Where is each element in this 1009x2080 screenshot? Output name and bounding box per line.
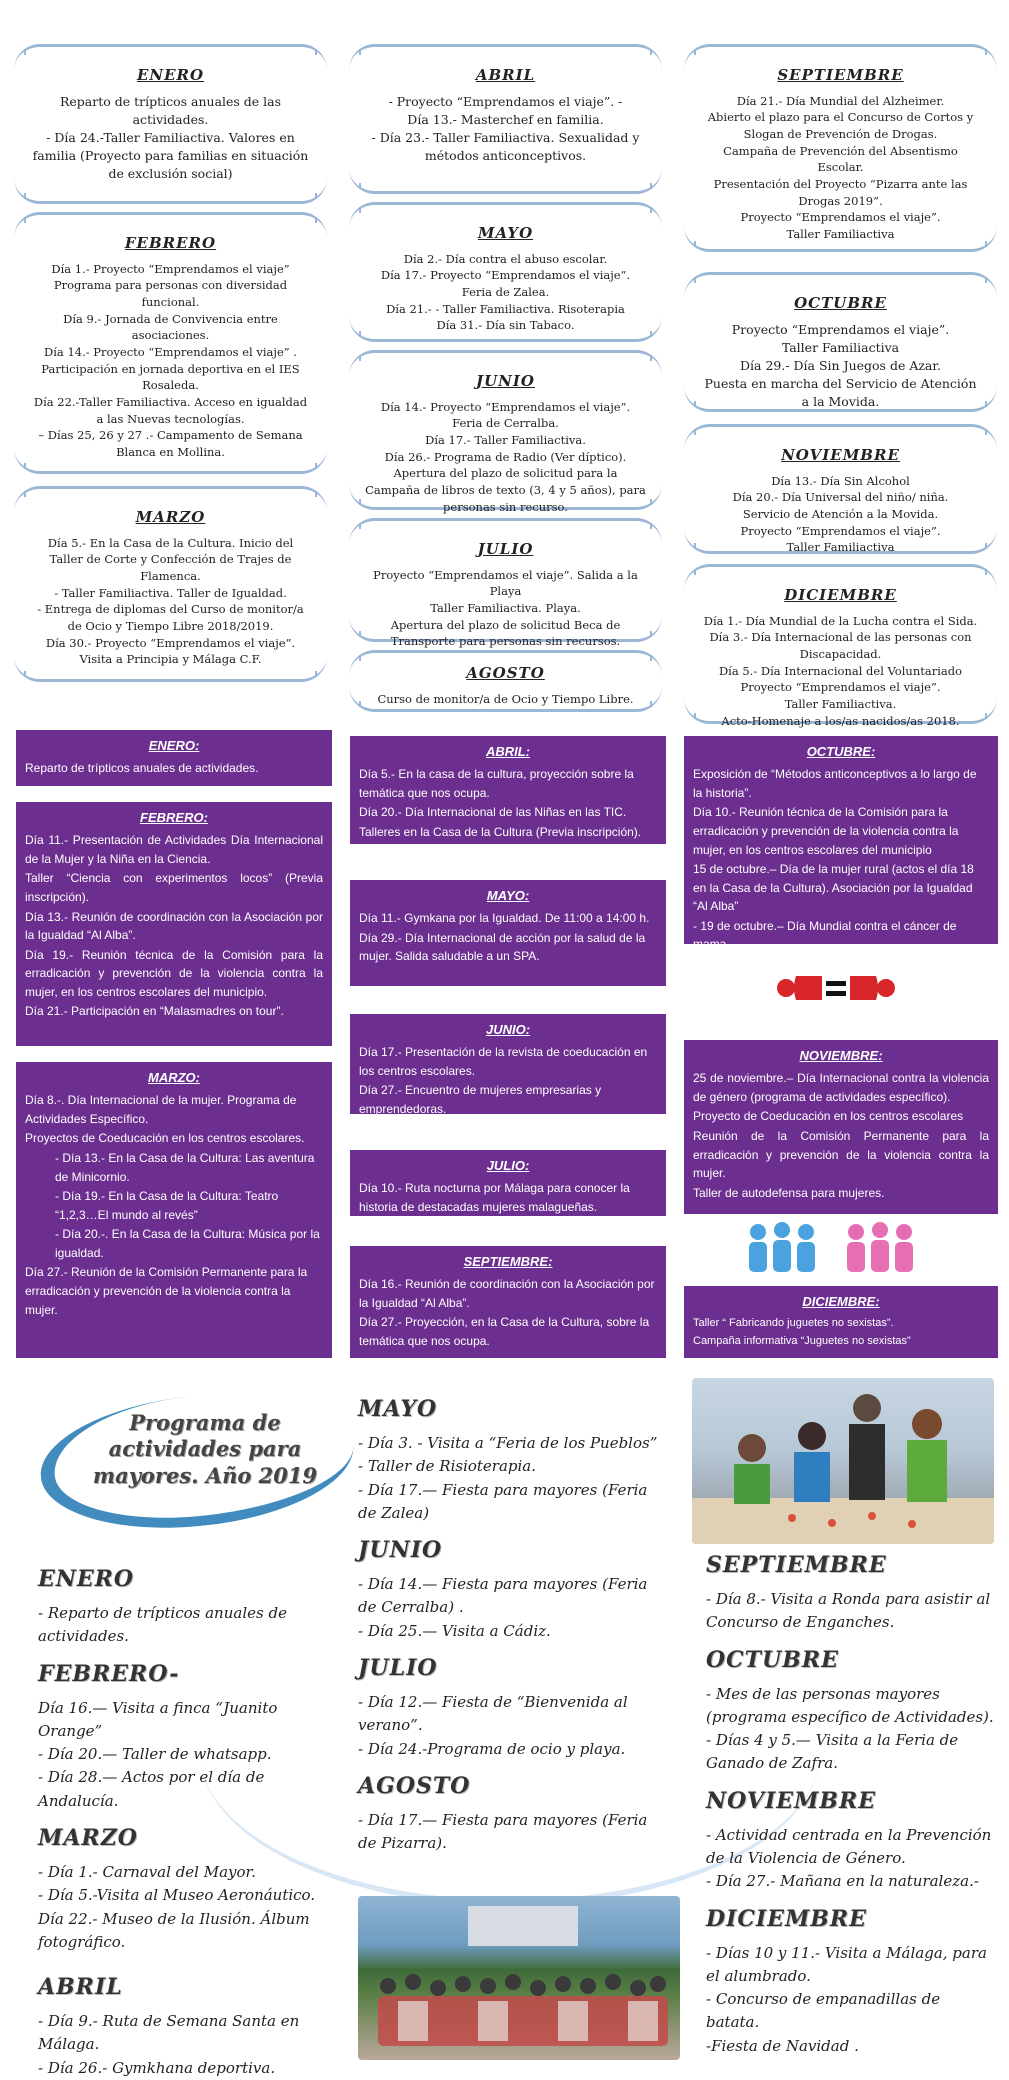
entry-line: - Día 24.-Taller Familiactiva. Valores en familia (Proyecto para familias en situación de exclusión social) bbox=[32, 130, 309, 182]
month-heading: SEPTIEMBRE: bbox=[463, 1254, 553, 1269]
entry-line: Día 30.- Proyecto “Emprendamos el viaje”. Visita a Principia y Málaga C.F. bbox=[45, 635, 296, 667]
entry-line: Día 21.- - Taller Familiactiva. Risoterapia bbox=[386, 301, 625, 316]
entry-line: Taller Familiactiva. bbox=[784, 697, 897, 712]
entry-line: - Día 17.— Fiesta para mayores (Feria de Pizarra). bbox=[358, 1810, 648, 1853]
entry-line: - Taller Familiactiva. Taller de Igualdad. bbox=[54, 585, 287, 600]
entry-line: - Día 25.— Visita a Cádiz. bbox=[358, 1621, 551, 1640]
panel-febrero bbox=[16, 802, 332, 1046]
entry-line: Taller Familiactiva bbox=[786, 540, 895, 555]
entry-line: - Concurso de empanadillas de batata. bbox=[706, 1990, 941, 2032]
entry-line: Programa para personas con diversidad funcional. bbox=[53, 278, 288, 310]
entry-line: Apertura del plazo de solicitud Beca de Transporte para personas sin recursos. bbox=[390, 617, 621, 649]
entry-line: Reparto de trípticos anuales de actividades. bbox=[25, 761, 259, 776]
entry-line: Día 14.- Proyecto “Emprendamos el viaje” . Participación en jornada deportiva en el IES Rosaleda. bbox=[41, 345, 300, 393]
entry-line: Día 20.- Día Universal del niño/ niña. bbox=[732, 490, 949, 505]
entry-line: Taller Familiactiva. Playa. bbox=[430, 601, 581, 616]
entry-line: Proyecto “Emprendamos el viaje”. Salida a la Playa bbox=[373, 567, 638, 599]
entry-line: Taller Familiactiva bbox=[781, 339, 900, 355]
entry-line: Acto-Homenaje a los/as nacidos/as 2018. bbox=[721, 713, 960, 728]
crowd-illustration bbox=[358, 1896, 680, 2060]
entry-line: 25 de noviembre.– Día Internacional contra la violencia de género (programa de actividades específico). bbox=[693, 1071, 989, 1104]
entry-line: Día 27.- Reunión de la Comisión Permanente para la erradicación y prevención de la violencia contra la mujer. bbox=[25, 1265, 308, 1317]
entry-line: Proyecto “Emprendamos el viaje”. bbox=[740, 680, 941, 695]
group-photo bbox=[358, 1896, 680, 2060]
entry-line: Día 10.- Reunión técnica de la Comisión para la erradicación y prevención de la violencia contra la mujer, en los centros escolares del municipio bbox=[693, 805, 959, 857]
entry-line: Puesta en marcha del Servicio de Atención a la Movida. bbox=[704, 376, 977, 410]
month-heading: ENERO: bbox=[148, 738, 200, 753]
entry-line: Día 5.- En la Casa de la Cultura. Inicio del Taller de Corte y Confección de Trajes de Flamenca. bbox=[47, 535, 294, 584]
entry-line: Campaña de Prevención del Absentismo Escolar. bbox=[723, 143, 958, 175]
scroll-julio bbox=[349, 518, 662, 649]
entry-line: Día 19.- Reunión técnica de la Comisión para la erradicación y prevención de la violencia contra la mujer, en los centros escolares del municipio. bbox=[25, 947, 323, 999]
scroll-agosto bbox=[349, 650, 662, 712]
month-heading: JUNIO: bbox=[485, 1022, 531, 1037]
entry-line: - Actividad centrada en la Prevención de la Violencia de Género. bbox=[706, 1825, 992, 1868]
month-heading: FEBRERO: bbox=[140, 810, 208, 825]
entry-line: Día 14.- Proyecto “Emprendamos el viaje”. Feria de Cerralba. bbox=[380, 399, 631, 431]
month-heading: MAYO bbox=[358, 1396, 438, 1422]
month-heading: MARZO bbox=[38, 1824, 138, 1851]
entry-line: Día 13.- Masterchef en familia. bbox=[407, 111, 604, 127]
entry-line: Servicio de Atención a la Movida. bbox=[742, 507, 939, 522]
scroll-enero bbox=[14, 44, 327, 204]
entry-line: Reparto de trípticos anuales de las actividades. bbox=[59, 93, 282, 127]
scroll-marzo bbox=[14, 486, 327, 682]
month-heading: ABRIL bbox=[475, 66, 536, 84]
panel-julio bbox=[350, 1150, 666, 1216]
entry-line: Día 11.- Presentación de Actividades Día Internacional de la Mujer y la Niña en la Ciencia. bbox=[25, 833, 323, 866]
entry-line: - Día 27.- Mañana en la naturaleza.- bbox=[706, 1872, 979, 1891]
scroll-septiembre bbox=[684, 44, 997, 252]
entry-line: - Día 19.- En la Casa de la Cultura: Teatro “1,2,3…El mundo al revés” bbox=[55, 1189, 279, 1222]
month-heading: DICIEMBRE: bbox=[802, 1294, 880, 1309]
seniors-col3 bbox=[706, 1540, 998, 2058]
entry-line: - Taller de Risioterapia. bbox=[358, 1457, 537, 1476]
entry-line: - Mes de las personas mayores (programa específico de Actividades). bbox=[706, 1684, 994, 1726]
entry-line: 15 de octubre.– Día de la mujer rural (actos el día 18 en la Casa de la Cultura). Asociación por la Igualdad “Al Alba” bbox=[693, 862, 974, 914]
entry-line: Día 22.-Taller Familiactiva. Acceso en igualdad a las Nuevas tecnologías. bbox=[33, 395, 308, 426]
seniors-col1 bbox=[38, 1554, 338, 2080]
panel-junio bbox=[350, 1014, 666, 1114]
month-heading: DICIEMBRE bbox=[706, 1905, 867, 1932]
month-heading: OCTUBRE bbox=[794, 294, 887, 312]
entry-line: Día 11.- Gymkana por la Igualdad. De 11:00 a 14:00 h. bbox=[359, 911, 650, 926]
entry-line: - Día 3. - Visita a “Feria de los Pueblos” bbox=[358, 1434, 658, 1453]
month-heading: FEBRERO- bbox=[38, 1660, 180, 1687]
entry-line: - 19 de octubre.– Día Mundial contra el cáncer de mama. bbox=[693, 918, 957, 952]
entry-line: Día 27.- Encuentro de mujeres empresarias y emprendedoras. bbox=[359, 1083, 602, 1116]
workshop-illustration bbox=[692, 1378, 994, 1544]
panel-mayo bbox=[350, 880, 666, 986]
entry-line: - Días 4 y 5.— Visita a la Feria de Ganado de Zafra. bbox=[706, 1731, 959, 1773]
month-heading: AGOSTO bbox=[466, 664, 545, 682]
equality-pictogram-icon bbox=[766, 966, 906, 1010]
entry-line: Talleres en la Casa de la Cultura (Previa inscripción). bbox=[359, 824, 642, 839]
entry-line: Día 31.- Día sin Tabaco. bbox=[436, 318, 575, 333]
entry-line: - Día 9.- Ruta de Semana Santa en Málaga. bbox=[38, 2012, 300, 2054]
month-heading: AGOSTO bbox=[358, 1772, 471, 1799]
entry-line: Reunión de la Comisión Permanente para la erradicación y prevención de la violencia contra la mujer. bbox=[693, 1128, 989, 1181]
entry-line: - Día 14.— Fiesta para mayores (Feria de Cerralba) . bbox=[358, 1575, 648, 1617]
month-heading: NOVIEMBRE bbox=[706, 1787, 877, 1814]
month-heading: JUNIO bbox=[476, 372, 535, 390]
workshop-photo bbox=[692, 1378, 994, 1544]
entry-line: Taller Familiactiva bbox=[786, 227, 895, 242]
entry-line: Día 16.- Reunión de coordinación con la Asociación por la Igualdad “Al Alba”. bbox=[359, 1277, 655, 1310]
entry-line: - Día 1.- Carnaval del Mayor. bbox=[38, 1863, 256, 1882]
entry-line: Día 13.- Día Sin Alcohol bbox=[771, 473, 910, 488]
scroll-junio bbox=[349, 350, 662, 514]
entry-line: - Días 10 y 11.- Visita a Málaga, para el alumbrado. bbox=[706, 1943, 987, 1985]
panel-abril bbox=[350, 736, 666, 844]
panel-noviembre bbox=[684, 1040, 998, 1214]
panel-octubre bbox=[684, 736, 998, 952]
entry-line: Día 9.- Jornada de Convivencia entre asociaciones. bbox=[63, 311, 278, 343]
scroll-mayo bbox=[349, 202, 662, 342]
entry-line: Día 21.- Participación en “Malasmadres on tour”. bbox=[25, 1004, 284, 1019]
entry-line: Presentación del Proyecto “Pizarra ante las Drogas 2019”. bbox=[713, 177, 968, 208]
entry-line: Día 5.- En la casa de la cultura, proyección sobre la temática que nos ocupa. bbox=[359, 767, 634, 800]
entry-line: - Día 12.— Fiesta de “Bienvenida al verano”. bbox=[358, 1693, 628, 1735]
scroll-abril bbox=[349, 44, 662, 194]
month-heading: OCTUBRE bbox=[706, 1646, 839, 1673]
entry-line: - Proyecto “Emprendamos el viaje”. - bbox=[388, 93, 623, 109]
entry-line: Día 17.- Presentación de la revista de coeducación en los centros escolares. bbox=[359, 1045, 648, 1078]
entry-line: Proyecto “Emprendamos el viaje”. bbox=[740, 210, 941, 225]
entry-line: Proyectos de Coeducación en los centros escolares. bbox=[25, 1131, 305, 1146]
entry-line: - Día 20.-. En la Casa de la Cultura: Música por la igualdad. bbox=[55, 1227, 320, 1260]
month-heading: JULIO bbox=[358, 1654, 438, 1681]
entry-line: Día 17.- Taller Familiactiva. bbox=[425, 433, 586, 448]
entry-line: Proyecto “Emprendamos el viaje”. bbox=[740, 523, 941, 538]
entry-line: Taller de autodefensa para mujeres. bbox=[693, 1185, 885, 1200]
entry-line: - Día 26.- Gymkhana deportiva. bbox=[38, 2058, 276, 2077]
seniors-col2 bbox=[358, 1384, 658, 1855]
month-heading: MARZO bbox=[135, 508, 206, 526]
panel-enero bbox=[16, 730, 332, 786]
scroll-diciembre bbox=[684, 564, 997, 728]
month-heading: ENERO bbox=[136, 66, 205, 84]
entry-line: - Día 28.— Actos por el día de Andalucía. bbox=[38, 1768, 265, 1810]
scroll-febrero bbox=[14, 212, 327, 474]
entry-line: - Día 13.- En la Casa de la Cultura: Las aventura de Minicornio. bbox=[55, 1150, 315, 1184]
entry-line: Proyecto “Emprendamos el viaje”. bbox=[731, 321, 950, 337]
entry-line: Campaña informativa “Juguetes no sexistas” bbox=[693, 1335, 911, 1348]
scroll-octubre bbox=[684, 272, 997, 412]
panel-diciembre bbox=[684, 1286, 998, 1358]
month-heading: ABRIL: bbox=[485, 744, 531, 759]
entry-line: - Entrega de diplomas del Curso de monitor/a de Ocio y Tiempo Libre 2018/2019. bbox=[37, 602, 304, 634]
entry-line: - Día 20.— Taller de whatsapp. bbox=[38, 1745, 272, 1764]
entry-line: Día 16.— Visita a finca “Juanito Orange” bbox=[38, 1698, 278, 1740]
month-heading: SEPTIEMBRE bbox=[706, 1552, 887, 1578]
panel-septiembre bbox=[350, 1246, 666, 1358]
month-heading: DICIEMBRE bbox=[784, 586, 897, 604]
entry-line: Día 29.- Día Internacional de acción por la salud de la mujer. Salida saludable a un SPA. bbox=[359, 930, 646, 964]
scroll-noviembre bbox=[684, 424, 997, 554]
entry-line: - Reparto de trípticos anuales de actividades. bbox=[38, 1604, 287, 1646]
entry-line: Día 1.- Día Mundial de la Lucha contra el Sida. bbox=[703, 613, 978, 628]
entry-line: Día 29.- Día Sin Juegos de Azar. bbox=[740, 358, 941, 373]
entry-line: – Días 25, 26 y 27 .- Campamento de Semana Blanca en Mollina. bbox=[38, 428, 303, 460]
entry-line: Día 1.- Proyecto “Emprendamos el viaje” bbox=[51, 261, 290, 276]
entry-line: Día 5.- Día Internacional del Voluntariado bbox=[718, 663, 963, 678]
entry-line: Curso de monitor/a de Ocio y Tiempo Libre. bbox=[377, 691, 634, 706]
panel-marzo bbox=[16, 1062, 332, 1358]
entry-line: - Día 8.- Visita a Ronda para asistir al Concurso de Enganches. bbox=[706, 1590, 991, 1632]
entry-line: Día 2.- Día contra el abuso escolar. bbox=[403, 251, 608, 266]
month-heading: JUNIO bbox=[358, 1537, 443, 1564]
entry-line: Apertura del plazo de solicitud para la Campaña de libros de texto (3, 4 y 5 años), para personas sin recurso. bbox=[365, 466, 646, 514]
people-group-icon bbox=[740, 1218, 930, 1276]
entry-line: Día 20.- Día Internacional de las Niñas en las TIC. bbox=[359, 805, 627, 820]
month-heading: MAYO: bbox=[486, 888, 530, 903]
entry-line: - Día 24.-Programa de ocio y playa. bbox=[358, 1739, 626, 1758]
month-heading: ABRIL bbox=[38, 1974, 123, 2001]
month-heading: NOVIEMBRE: bbox=[799, 1048, 883, 1063]
entry-line: Día 22.- Museo de la Ilusión. Álbum fotográfico. bbox=[38, 1909, 310, 1951]
month-heading: MARZO: bbox=[148, 1070, 200, 1085]
month-heading: NOVIEMBRE bbox=[781, 446, 900, 464]
month-heading: SEPTIEMBRE bbox=[777, 66, 904, 84]
entry-line: Día 8.-. Día Internacional de la mujer. Programa de Actividades Específico. bbox=[25, 1093, 297, 1126]
entry-line: Día 27.- Proyección, en la Casa de la Cultura, sobre la temática que nos ocupa. bbox=[359, 1315, 650, 1348]
month-heading: JULIO bbox=[477, 540, 534, 558]
entry-line: Día 26.- Programa de Radio (Ver díptico). bbox=[384, 449, 627, 464]
entry-line: Día 10.- Ruta nocturna por Málaga para conocer la historia de destacadas mujeres malagueñas. bbox=[359, 1181, 630, 1214]
month-heading: JULIO: bbox=[486, 1158, 530, 1173]
entry-line: Día 13.- Reunión de coordinación con la Asociación por la Igualdad “Al Alba”. bbox=[25, 909, 323, 943]
entry-line: Exposición de “Métodos anticonceptivos a lo largo de la historia”. bbox=[693, 767, 977, 800]
month-heading: ENERO bbox=[38, 1566, 135, 1592]
month-heading: OCTUBRE: bbox=[806, 744, 876, 759]
entry-line: Taller “ Fabricando juguetes no sexistas”. bbox=[693, 1317, 894, 1330]
entry-line: Abierto el plazo para el Concurso de Cortos y Slogan de Prevención de Drogas. bbox=[707, 110, 974, 142]
seniors-title: Programa de actividades para mayores. Año 2019 bbox=[92, 1410, 318, 1488]
month-heading: MAYO bbox=[477, 224, 534, 242]
entry-line: Taller “Ciencia con experimentos locos” (Previa inscripción). bbox=[25, 871, 323, 904]
entry-line: -Fiesta de Navidad . bbox=[706, 2036, 859, 2055]
month-heading: FEBRERO bbox=[124, 234, 217, 252]
entry-line: Proyecto de Coeducación en los centros escolares bbox=[693, 1109, 964, 1124]
entry-line: - Día 5.-Visita al Museo Aeronáutico. bbox=[38, 1886, 316, 1905]
entry-line: Día 21.- Día Mundial del Alzheimer. bbox=[736, 93, 945, 108]
entry-line: Día 3.- Día Internacional de las personas con Discapacidad. bbox=[709, 630, 972, 662]
entry-line: - Día 17.— Fiesta para mayores (Feria de Zalea) bbox=[358, 1480, 648, 1522]
entry-line: Día 17.- Proyecto “Emprendamos el viaje”. Feria de Zalea. bbox=[380, 268, 631, 300]
entry-line: - Día 23.- Taller Familiactiva. Sexualidad y métodos anticonceptivos. bbox=[371, 130, 640, 164]
